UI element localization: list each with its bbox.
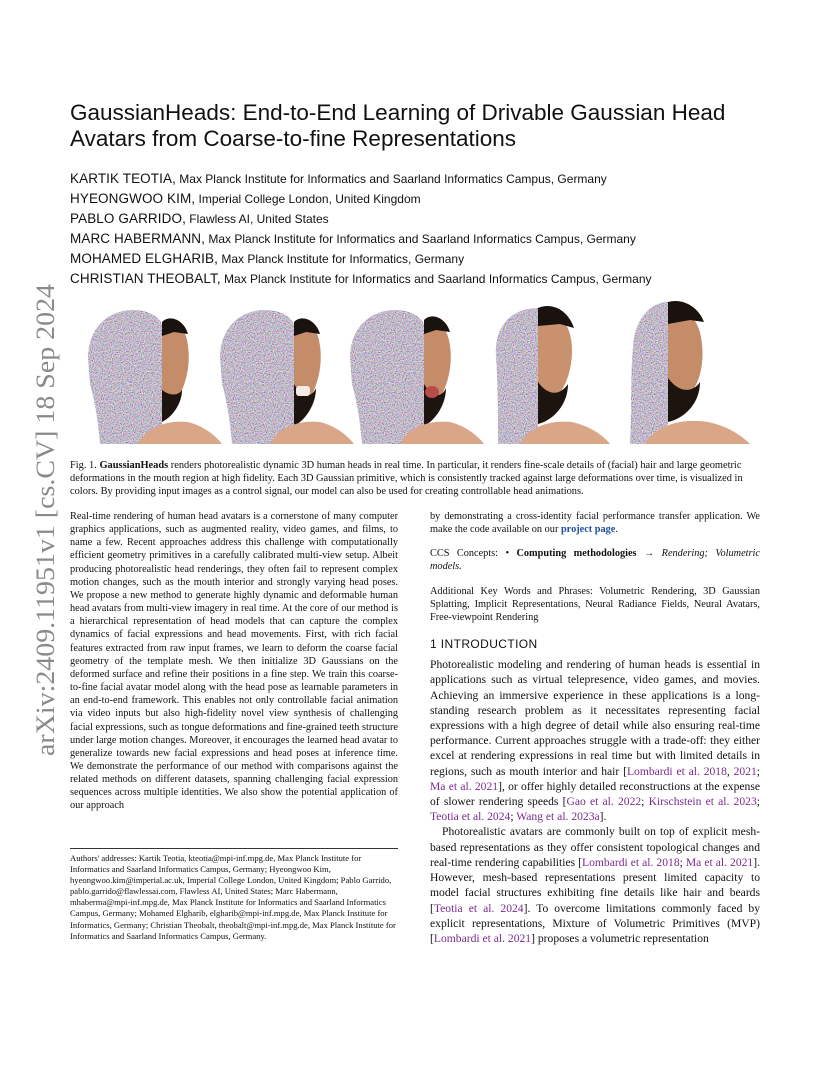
intro-paragraph-1: Photorealistic modeling and rendering of human heads is essential in applications such as virtual telepresence, video games, and movies. Achieving an immersive experience in these applications is a long-standing research problem as it necessitates representing facial expressions with a high degree of detail while also ensuring real-time performance. Current approaches struggle with a trade-off: they either excel at rendering expressions in real time but with limited details in regions, such as mouth interior and hair [Lombardi et al. 2018, 2021; Ma et al. 2021], or offer highly detailed reconstructions at the expense of slower rendering speeds [Gao et al. 2022; Kirschstein et al. 2023; Teotia et al. 2024; Wang et al. 2023a]. [430,658,761,824]
teaser-figure [78,298,750,444]
keywords: Additional Key Words and Phrases: Volumetric Rendering, 3D Gaussian Splatting, Implicit Representations, Neural Radiance Fields, Neural Avatars, Free-viewpoint Rendering [430,585,760,623]
citation-link[interactable]: Teotia et al. 2024 [430,810,511,824]
ccs-arrow: → [636,548,662,560]
author-list [70,169,790,289]
citation-link[interactable]: Teotia et al. 2024 [433,901,524,915]
authors-addresses-footnote: Authors' addresses: Kartik Teotia, kteotia@mpi-inf.mpg.de, Max Planck Institute for Informatics and Saarland Informatics Campus, Germany; Hyeongwoo Kim, hyeongwoo.kim@imperial.ac.uk, Imperial College London, United Kingdom; Pablo Garrido, pablo.garrido@flawlessai.com, Flawless AI, United States; Marc Habermann, mhaberma@mpi-inf.mpg.de, Max Planck Institute for Informatics and Saarland Informatics Campus, Germany; Mohamed Elgharib, elgharib@mpi-inf.mpg.de, Max Planck Institute for Informatics, Germany; Christian Theobalt, theobalt@mpi-inf.mpg.de, Max Planck Institute for Informatics and Saarland Informatics Campus, Germany. [70,853,396,941]
author-affiliation: Max Planck Institute for Informatics and Saarland Informatics Campus, Germany [205,232,636,246]
citation-link[interactable]: Wang et al. 2023a [516,810,600,824]
author-name: MARC HABERMANN, [70,231,206,246]
arxiv-side-stamp [14,280,64,760]
author-name: PABLO GARRIDO, [70,211,186,226]
author-entry [70,229,790,249]
author-affiliation: Max Planck Institute for Informatics and Saarland Informatics Campus, Germany [220,272,652,286]
paper-title: GaussianHeads: End-to-End Learning of Drivable Gaussian Head Avatars from Coarse-to-fine Representations [70,100,726,151]
introduction-body [430,657,760,946]
citation-link[interactable]: 2021 [733,764,757,778]
citation-link[interactable]: Ma et al. 2021 [685,855,754,869]
citation-link[interactable]: Gao et al. 2022 [566,795,642,809]
author-entry [70,269,790,289]
project-page-link[interactable]: project page [560,524,616,536]
ccs-category: Computing methodologies [516,548,637,560]
footnote-divider [70,848,398,849]
teaser-panel-1 [88,308,222,444]
citation-link[interactable]: Kirschstein et al. 2023 [648,795,757,809]
ccs-concepts [430,547,760,573]
citation-link[interactable]: Lombardi et al. 2021 [433,931,532,945]
caption-label: Fig. 1. [70,460,97,471]
author-entry [70,169,790,189]
teaser-panel-3 [350,308,484,444]
author-entry [70,249,790,269]
continuation-end: . [615,524,618,536]
teaser-panel-4 [490,306,610,444]
author-affiliation: Imperial College London, United Kingdom [195,192,421,206]
section-heading-introduction: 1 INTRODUCTION [430,637,538,652]
teaser-panel-2 [220,308,354,444]
ccs-label: CCS Concepts: • [430,548,517,560]
teaser-panel-5 [628,301,750,444]
ccs-subcategory: Rendering; Volumetric models. [430,548,760,573]
author-name: MOHAMED ELGHARIB, [70,251,218,266]
author-affiliation: Max Planck Institute for Informatics and Saarland Informatics Campus, Germany [175,172,607,186]
citation-link[interactable]: Lombardi et al. 2018 [582,855,680,869]
continuation-text: by demonstrating a cross-identity facial performance transfer application. We make the code available on our [430,511,760,536]
abstract-continuation [430,510,760,536]
caption-text: renders photorealistic dynamic 3D human heads in real time. In particular, it renders fine-scale details of (facial) hair and large geometric deformations in the mouth region at high fidelity. Each 3D Gaussian primitive, which is consistently tracked against large deformations over time, is visualized in colors. By providing input images as a control signal, our model can also be used for creating controllable head animations. [70,460,743,498]
author-name: CHRISTIAN THEOBALT, [70,271,221,286]
author-affiliation: Max Planck Institute for Informatics, Germany [217,252,465,266]
arxiv-identifier: arXiv:2409.11951v1 [cs.CV] 18 Sep 2024 [31,316,60,756]
figure-caption [70,459,760,499]
citation-link[interactable]: Lombardi et al. 2018 [626,764,727,778]
author-name: KARTIK TEOTIA, [70,171,176,186]
author-entry [70,209,790,229]
citation-link[interactable]: Ma et al. 2021 [430,779,499,793]
author-entry [70,189,790,209]
author-name: HYEONGWOO KIM, [70,191,196,206]
abstract: Real-time rendering of human head avatars is a cornerstone of many computer graphics applications, such as augmented reality, video games, and films, to name a few. Recent approaches address this challenge with computationally efficient geometry primitives in a carefully calibrated multi-view setup. Albeit producing photorealistic head renderings, they often fail to represent complex motion changes, such as the mouth interior and strongly varying head poses. We propose a new method to generate highly dynamic and deformable human head avatars from multi-view imagery in real time. At the core of our method is a hierarchical representation of head models that can capture the complex dynamics of facial expressions and head movements. First, with rich facial features extracted from raw input frames, we learn to deform the coarse facial geometry of the template mesh. We then initialize 3D Gaussians on the deformed surface and refine their positions in a fine step. We train this coarse-to-fine facial avatar model along with the head pose as learnable parameters in an end-to-end framework. This enables not only controllable facial animation via video inputs but also high-fidelity novel view synthesis of challenging facial expressions, such as tongue deformations and fine-grained teeth structure under large motion changes. Moreover, it encourages the learned head avatar to generalize towards new facial expressions and head poses at inference time. We demonstrate the performance of our method with comparisons against the related methods on different datasets, spanning challenging facial expression sequences across multiple identities. We also show the potential application of our approach [70,511,398,812]
author-affiliation: Flawless AI, United States [185,212,329,226]
right-column [430,510,760,946]
caption-method-name: GaussianHeads [99,460,169,471]
intro-paragraph-2: Photorealistic avatars are commonly built on top of explicit mesh-based representations as they offer consistent topological changes and real-time rendering capabilities [Lombardi et al. 2018; Ma et al. 2021]. However, mesh-based representations present limited capacity to model facial structures exhibiting fine details like hair and beards [Teotia et al. 2024]. To overcome limitations commonly faced by explicit representations, Mixture of Volumetric Primitives (MVP) [Lombardi et al. 2021] proposes a volumetric representation [430,825,761,945]
